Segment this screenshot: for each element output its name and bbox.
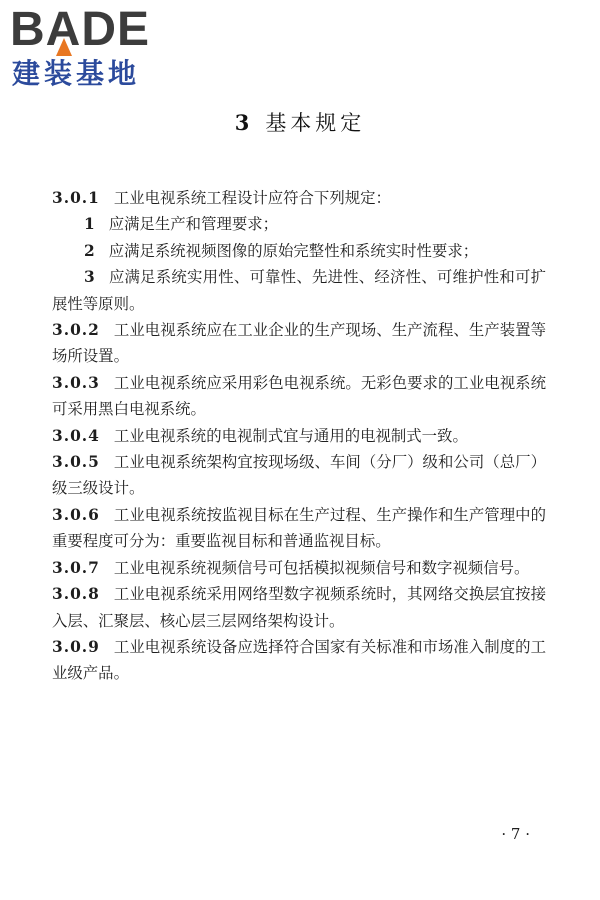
clauses-body: [52, 185, 546, 687]
clause-text: 工业电视系统设备应选择符合国家有关标准和市场准入制度的工业级产品。: [52, 637, 546, 683]
clause-number: 3.0.2: [52, 321, 100, 340]
clause-text: 工业电视系统按监视目标在生产过程、生产操作和生产管理中的重要程度可分为：重要监视目标和普通监视目标。: [52, 505, 546, 551]
clause-text: 工业电视系统应在工业企业的生产现场、生产流程、生产装置等场所设置。: [52, 321, 546, 366]
chapter-title: [0, 108, 600, 138]
clause-3-0-2: [52, 317, 546, 370]
clause-text: 工业电视系统视频信号可包括模拟视频信号和数字视频信号。: [113, 558, 530, 577]
clause-number: 3.0.5: [52, 453, 100, 472]
clause-number: 3.0.4: [52, 426, 100, 445]
logo-subtitle: 建装基地: [12, 57, 141, 90]
item-text: 应满足生产和管理要求；: [108, 215, 279, 234]
clause-text: 工业电视系统采用网络型数字视频系统时，其网络交换层宜按接入层、汇聚层、核心层三层网络架构设计。: [52, 585, 546, 630]
item-number: 2: [84, 241, 95, 260]
clause-item: [52, 238, 546, 264]
chapter-name: 基本规定: [265, 111, 366, 135]
logo-wordmark: [10, 4, 150, 56]
clause-number: 3.0.1: [52, 189, 100, 207]
page-number: · 7 ·: [501, 825, 530, 843]
brand-logo: [10, 4, 180, 94]
logo-letters-de: DE: [81, 3, 151, 56]
logo-letters-b: B: [10, 3, 46, 56]
clause-number: 3.0.8: [52, 585, 100, 604]
item-text: 应满足系统视频图像的原始完整性和系统实时性要求；: [108, 241, 479, 260]
clause-number: 3.0.3: [52, 373, 100, 392]
logo-accent-triangle-icon: [56, 38, 72, 56]
clause-item: [52, 264, 546, 317]
item-text: 应满足系统实用性、可靠性、先进性、经济性、可维护性和可扩展性等原则。: [52, 268, 546, 313]
clause-text: 工业电视系统的电视制式宜与通用的电视制式一致。: [113, 426, 468, 445]
clause-3-0-1: [52, 185, 546, 211]
logo-letter-a: A: [45, 3, 82, 56]
clause-3-0-4: [52, 423, 546, 449]
clause-item: [52, 211, 546, 237]
clause-number: 3.0.6: [52, 505, 100, 524]
clause-number: 3.0.9: [52, 637, 100, 656]
clause-text: 工业电视系统工程设计应符合下列规定：: [113, 189, 391, 207]
item-number: 1: [84, 215, 95, 234]
clause-3-0-7: [52, 555, 546, 581]
clause-3-0-5: [52, 449, 546, 502]
clause-3-0-6: [52, 502, 546, 555]
item-number: 3: [84, 268, 95, 287]
clause-number: 3.0.7: [52, 558, 100, 577]
clause-3-0-3: [52, 370, 546, 423]
clause-3-0-8: [52, 581, 546, 634]
clause-text: 工业电视系统架构宜按现场级、车间（分厂）级和公司（总厂）级三级设计。: [52, 453, 546, 498]
clause-text: 工业电视系统应采用彩色电视系统。无彩色要求的工业电视系统可采用黑白电视系统。: [52, 373, 546, 419]
clause-3-0-9: [52, 634, 546, 687]
chapter-number: 3: [234, 110, 250, 135]
